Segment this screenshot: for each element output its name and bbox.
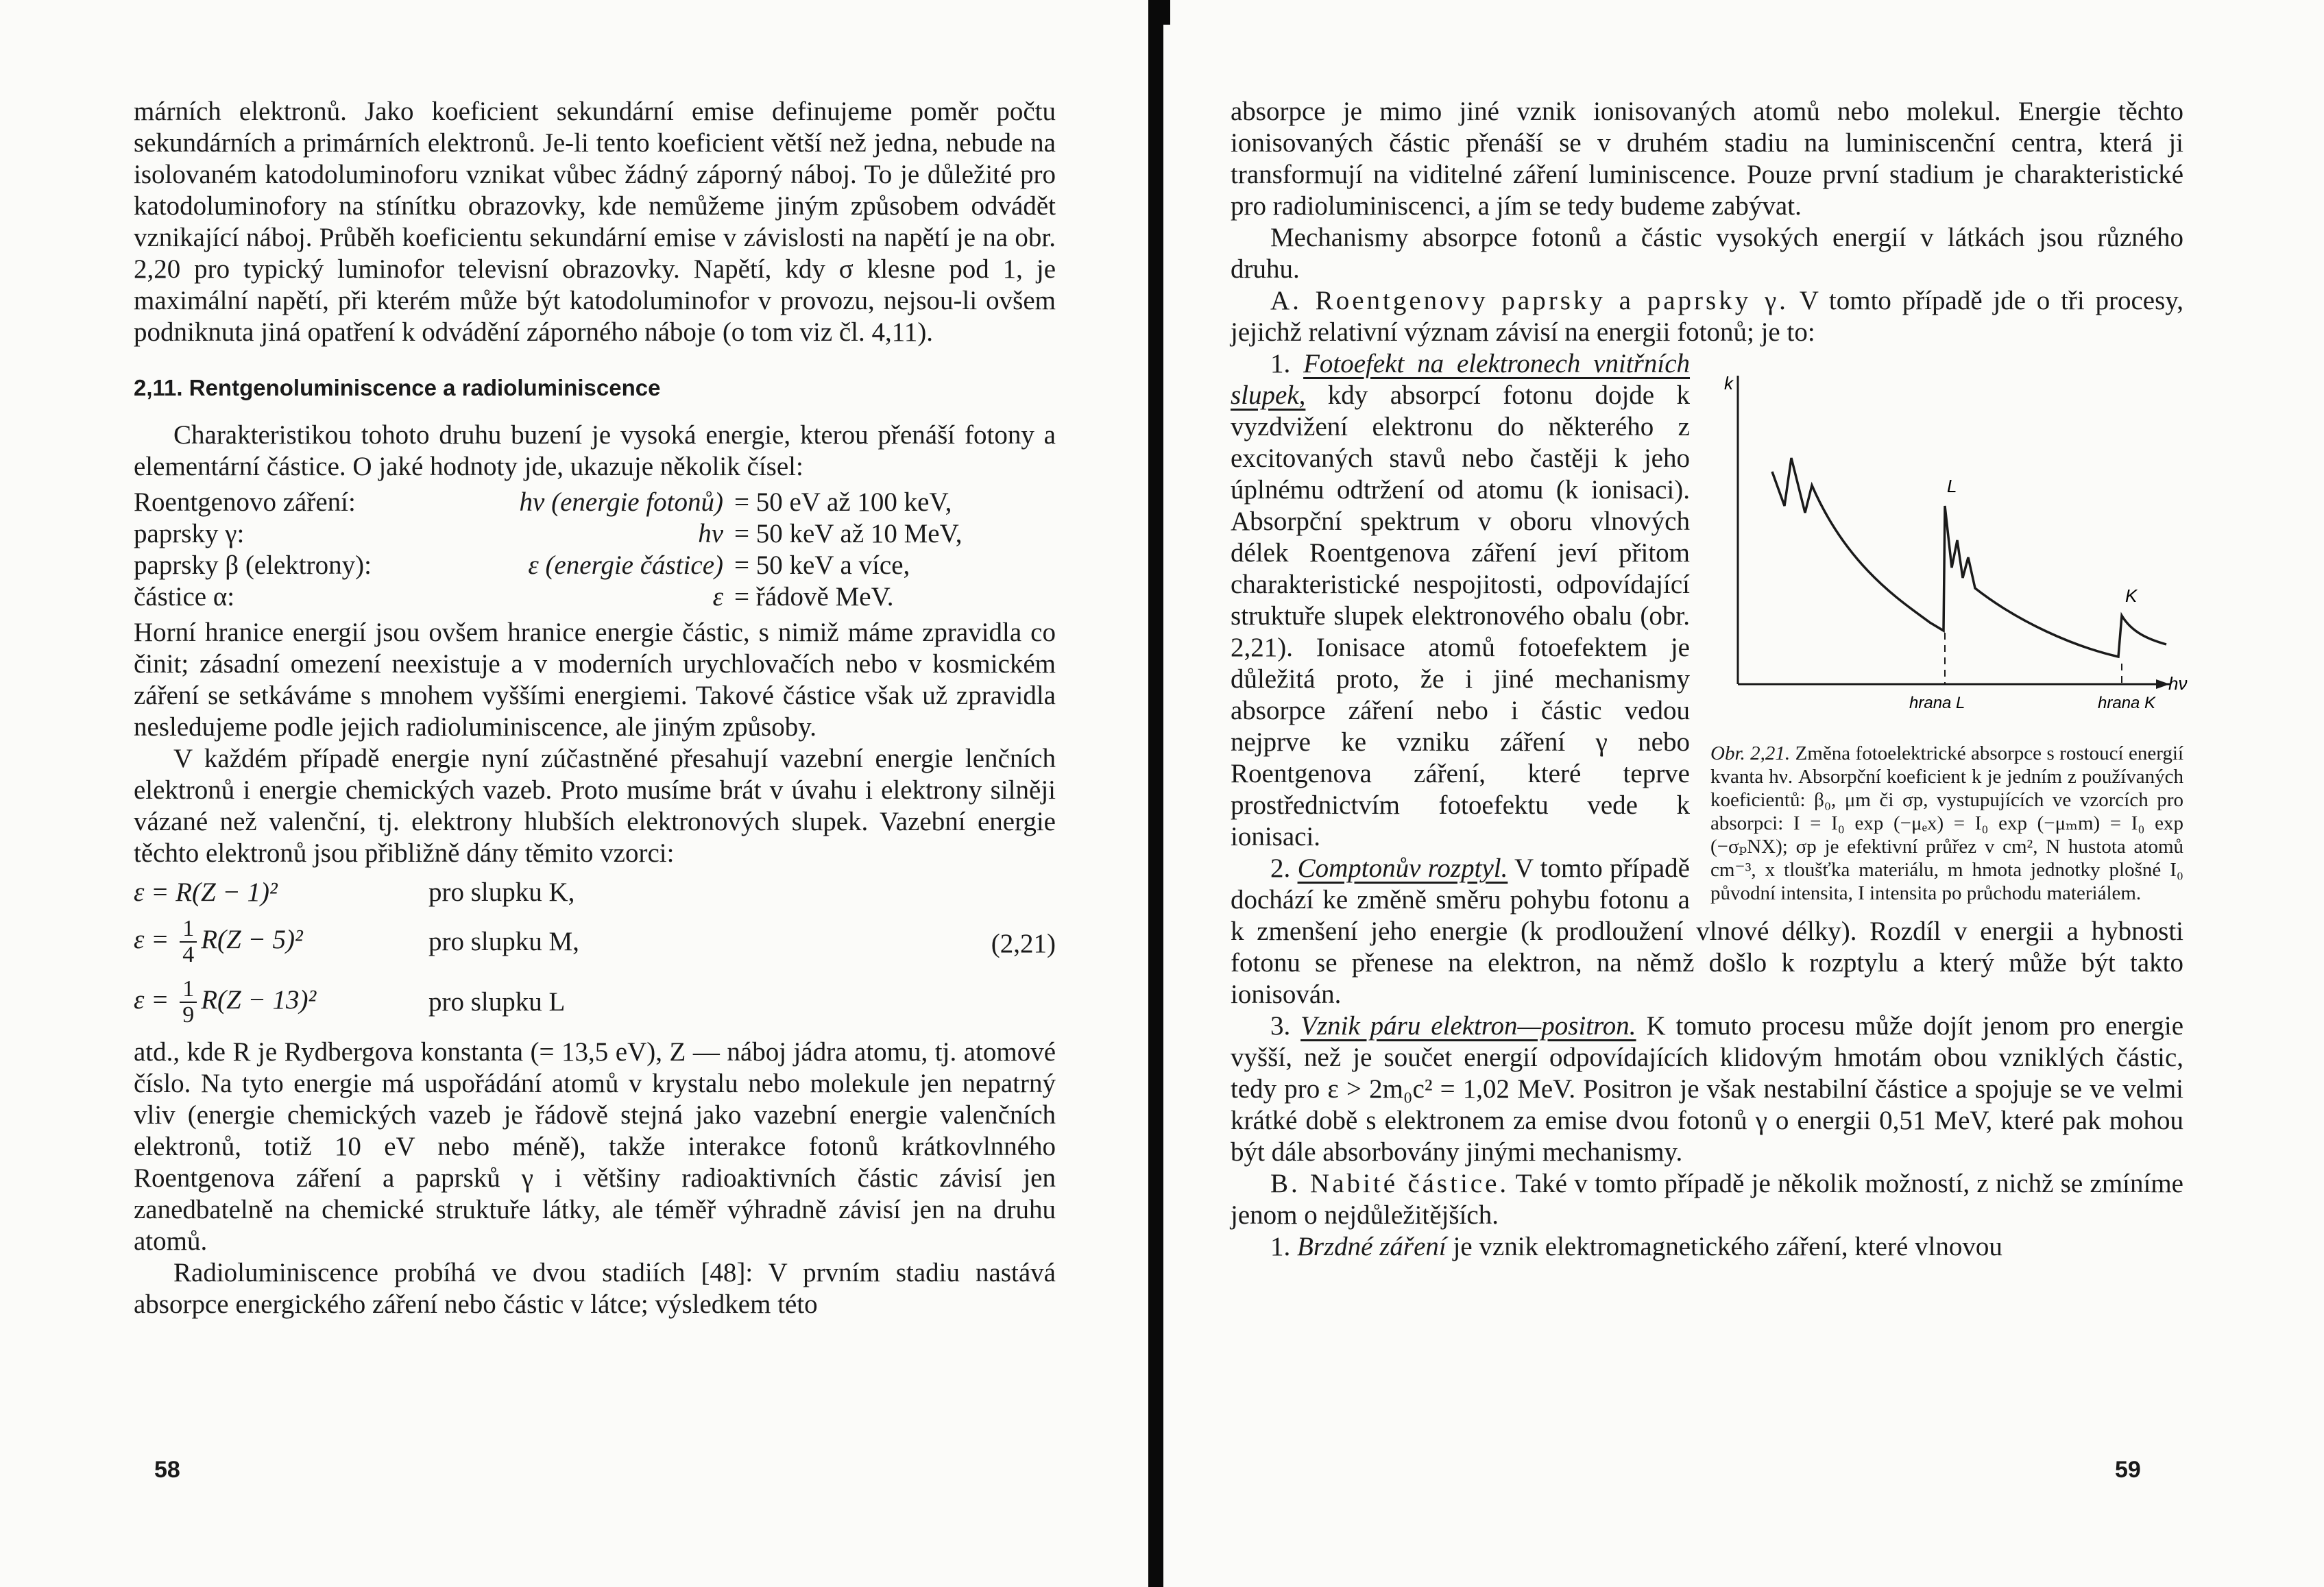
formula-rest: R(Z − 5)² [201,924,303,954]
energy-row [134,550,1056,581]
item-title: Vznik páru elektron—positron. [1300,1011,1636,1041]
item-title: Brzdné záření [1297,1232,1447,1261]
formula-lhs: ε = R(Z − 1)² [134,877,278,907]
energy-row [134,518,1056,550]
item-text: kdy absorpcí fotonu dojde k vyzdvižení elektronu do některého z excitovaných stavů nebo častěji k jeho úplnému odtržení od atomu (k ionisaci). Absorpční spektrum v oboru vlnových délek Roentgenova záření jeví přitom charakteristické nespojitosti, odpovídající struktuře slupek elektronového obalu (obr. 2,21). Ionisace atomů fotoefektem je důležitá proto, že i jiné mechanismy absorpce záření nebo i částic vedou nejprve ke vzniku záření γ nebo Roentgenova záření, které teprve prostřednictvím fotoefektu vede k ionisaci. [1231,380,1690,851]
paragraph: Mechanismy absorpce fotonů a částic vysokých energií v látkách jsou různého druhu. [1231,223,2183,284]
section-a-label: A. Roentgenovy paprsky a paprsky γ. [1270,286,1789,315]
section-b-text: Také v tomto případě je několik možností, z nichž se zmíníme jenom o nejdůležitějších. [1231,1169,2183,1230]
formula-lhs: ε = [134,924,176,954]
energy-value: = 50 keV až 10 MeV, [734,519,963,548]
fraction-numerator: 1 [180,917,197,943]
item-number: 2. [1270,853,1298,883]
paragraph-item-3 [1231,1010,2183,1168]
energy-label: paprsky β (elektrony): [134,550,372,580]
paragraph-item-4 [1231,1231,2183,1263]
fraction-numerator: 1 [180,977,197,1003]
paragraph: Radioluminiscence probíhá ve dvou stadiích [48]: V prvním stadiu nastává absorpce energického záření nebo částic v látce; výsledkem této [134,1258,1056,1319]
formula-description: pro slupku M, [428,927,579,956]
page-number: 59 [2115,1457,2141,1483]
item-number: 1. [1270,1232,1297,1261]
fraction [180,977,197,1028]
item-title: Comptonův rozptyl. [1297,853,1508,883]
energy-row [134,487,1056,518]
energy-value: = 50 keV a více, [734,550,910,580]
energy-label: částice α: [134,582,235,611]
formula [134,977,428,1028]
paragraph: Charakteristikou tohoto druhu buzení je vysoká energie, kterou přenáší fotony a elementární částice. O jaké hodnoty jde, ukazuje několik čísel: [134,420,1056,481]
edge-l-label: hrana L [1909,694,1965,712]
energy-quantity: hν [698,519,723,548]
energy-row [134,581,1056,613]
formula [134,877,428,908]
energy-quantity: hν (energie fotonů) [519,487,723,517]
right-page [1196,0,2324,1587]
item-text: V tomto případě dochází ke změně směru pohybu fotonu a k zmenšení jeho energie (k prodloužení vlnové délky). Rozdíl v energii a hybnosti fotonu se přenese na elektron, na němž došlo k rozptylu a který může být takto ionisován. [1231,853,2183,1009]
book-gutter [1148,0,1163,1587]
paragraph: absorpce je mimo jiné vznik ionisovaných atomů nebo molekul. Energie těchto ionisovaných částic přenáší se v druhém stadiu na luminiscenční centra, která ji transformují na viditelné záření luminiscence. Pouze první stadium je charakteristické pro radioluminiscenci, a jím se tedy budeme zabývat. [1231,97,2183,221]
item-text: je vznik elektromagnetického záření, které vlnovou [1446,1232,2002,1261]
formula [134,917,428,967]
x-axis-label: hν [2168,673,2188,694]
formula-description: pro slupku K, [428,877,575,907]
formula-row [134,873,1056,912]
item-number: 1. [1270,349,1304,378]
paragraph: Horní hranice energií jsou ovšem hranice energie částic, s nimiž máme zpravidla co činit; zásadní omezení neexistuje a v moderních urychlovačích nebo v kosmickém záření se setkáváme s mnohem vyššími energiemi. Takové částice však už zpravidla nesledujeme podle jejich radioluminiscence, ale jiným způsoby. [134,618,1056,742]
item-title: Fotoefekt na elektronech vnitřních slupek, [1231,349,1691,410]
energy-label: Roentgenovo záření: [134,487,356,517]
formula-lhs: ε = [134,984,176,1015]
formula-block [134,873,1056,1032]
energy-value: = 50 eV až 100 keV, [734,487,952,517]
left-text-column [134,96,1056,1320]
section-heading: 2,11. Rentgenoluminiscence a radioluminiscence [134,375,661,400]
energy-label: paprsky γ: [134,519,245,548]
paragraph-section-a [1231,285,2183,348]
caption-text: Změna fotoelektrické absorpce s rostoucí energií kvanta hν. Absorpční koeficient k je jedním z používaných koeficientů: β₀, μm či σp, vystupujících ve vzorcích pro absorpci: I = I₀ exp (−μₑx) = I₀ exp (−μₘm) = I₀ exp (−σₚNX); σp je efektivní průřez v cm², N hustota atomů cm⁻³, x tloušťka materiálu, m hmota jednotky plošné I₀ původní intensita, I intensita po průchodu materiálem. [1710,742,2183,904]
edge-k-label: hrana K [2098,694,2156,712]
energy-quantity: ε (energie částice) [528,550,723,580]
formula-rest: R(Z − 13)² [201,984,317,1015]
paragraph: márních elektronů. Jako koeficient sekundární emise definujeme poměr počtu sekundárních a primárních elektronů. Je-li tento koeficient větší než jedna, nebude na isolovaném katodoluminoforu vznikat vůbec žádný záporný náboj. To je důležité pro katodoluminofory na stínítku obrazovky, kde nemůžeme jiným způsobem odvádět vznikající náboj. Průběh koeficientu sekundární emise v závislosti na napětí je na obr. 2,20 pro typický luminofor televisní obrazovky. Napětí, kdy σ klesne pod 1, je maximální napětí, při kterém může být katodoluminofor v provozu, nejsou-li ovšem podniknuta jiná opatření k odvádění záporného náboje (o tom viz čl. 4,11). [134,97,1056,347]
energy-value: = řádově MeV. [734,582,894,611]
energy-table [134,487,1056,613]
figure-caption [1710,742,2183,905]
paragraph-section-b [1231,1168,2183,1231]
right-text-column [1231,96,2188,1263]
page-number: 58 [154,1457,180,1483]
paragraph: atd., kde R je Rydbergova konstanta (= 13,5 eV), Z — náboj jádra atomu, tj. atomové číslo. Na tyto energie má uspořádání atomů v krystalu nebo molekule jen nepatrný vliv (energie chemických vazeb je řádově stejná jako vazební energie valenčních elektronů, totiž 10 eV nebo méně), takže interakce fotonů krátkovlnného Roentgenova záření a paprsků γ i většiny radioaktivních částic závisí jen zanedbatelně na chemické struktuře látky, ale téměř výhradně závisí jen na druhu atomů. [134,1037,1056,1256]
item-text: K tomuto procesu může dojít jenom pro energie vyšší, než je součet energií odpovídajících klidovým hmotám obou vzniklých částic, tedy pro ε > 2m₀c² = 1,02 MeV. Positron je však nestabilní částice a spojuje se ve velmi krátké době s elektronem za emise dvou fotonů γ o energii 0,51 MeV, které pak mohou být dále absorbovány jinými mechanismy. [1231,1011,2184,1167]
item-number: 3. [1270,1011,1301,1041]
x-axis-arrow [2156,679,2170,689]
paragraph: V každém případě energie nyní zúčastněné přesahují vazební energie lenčních elektronů i energie chemických vazeb. Proto musíme brát v úvahu i elektrony silněji vázané než valenční, tj. elektrony hlubších elektronových slupek. Vazební energie těchto elektronů jsou přibližně dány těmito vzorci: [134,744,1056,868]
fraction-denominator: 9 [182,1002,195,1028]
formula-row [134,912,1056,972]
section-b-label: B. Nabité částice. [1270,1169,1510,1198]
fraction-denominator: 4 [182,942,195,967]
figure-2-21 [1710,362,2188,905]
equation-number: (2,21) [991,929,1056,958]
label-l: L [1947,476,1957,496]
section-a-text: V tomto případě jde o tři procesy, jejichž relativní význam závisí na energii fotonů; je to: [1231,286,2183,347]
formula-row [134,972,1056,1032]
caption-label: Obr. 2,21. [1710,742,1791,764]
absorption-curve [1772,458,2166,657]
book-gutter-tick [1163,0,1170,25]
label-k: K [2125,585,2138,606]
formula-description: pro slupku L [428,987,566,1017]
left-page [0,0,1138,1587]
fraction [180,917,197,967]
y-axis-label: k [1724,373,1733,393]
energy-quantity: ε [712,582,723,611]
absorption-edge-plot [1710,362,2188,732]
